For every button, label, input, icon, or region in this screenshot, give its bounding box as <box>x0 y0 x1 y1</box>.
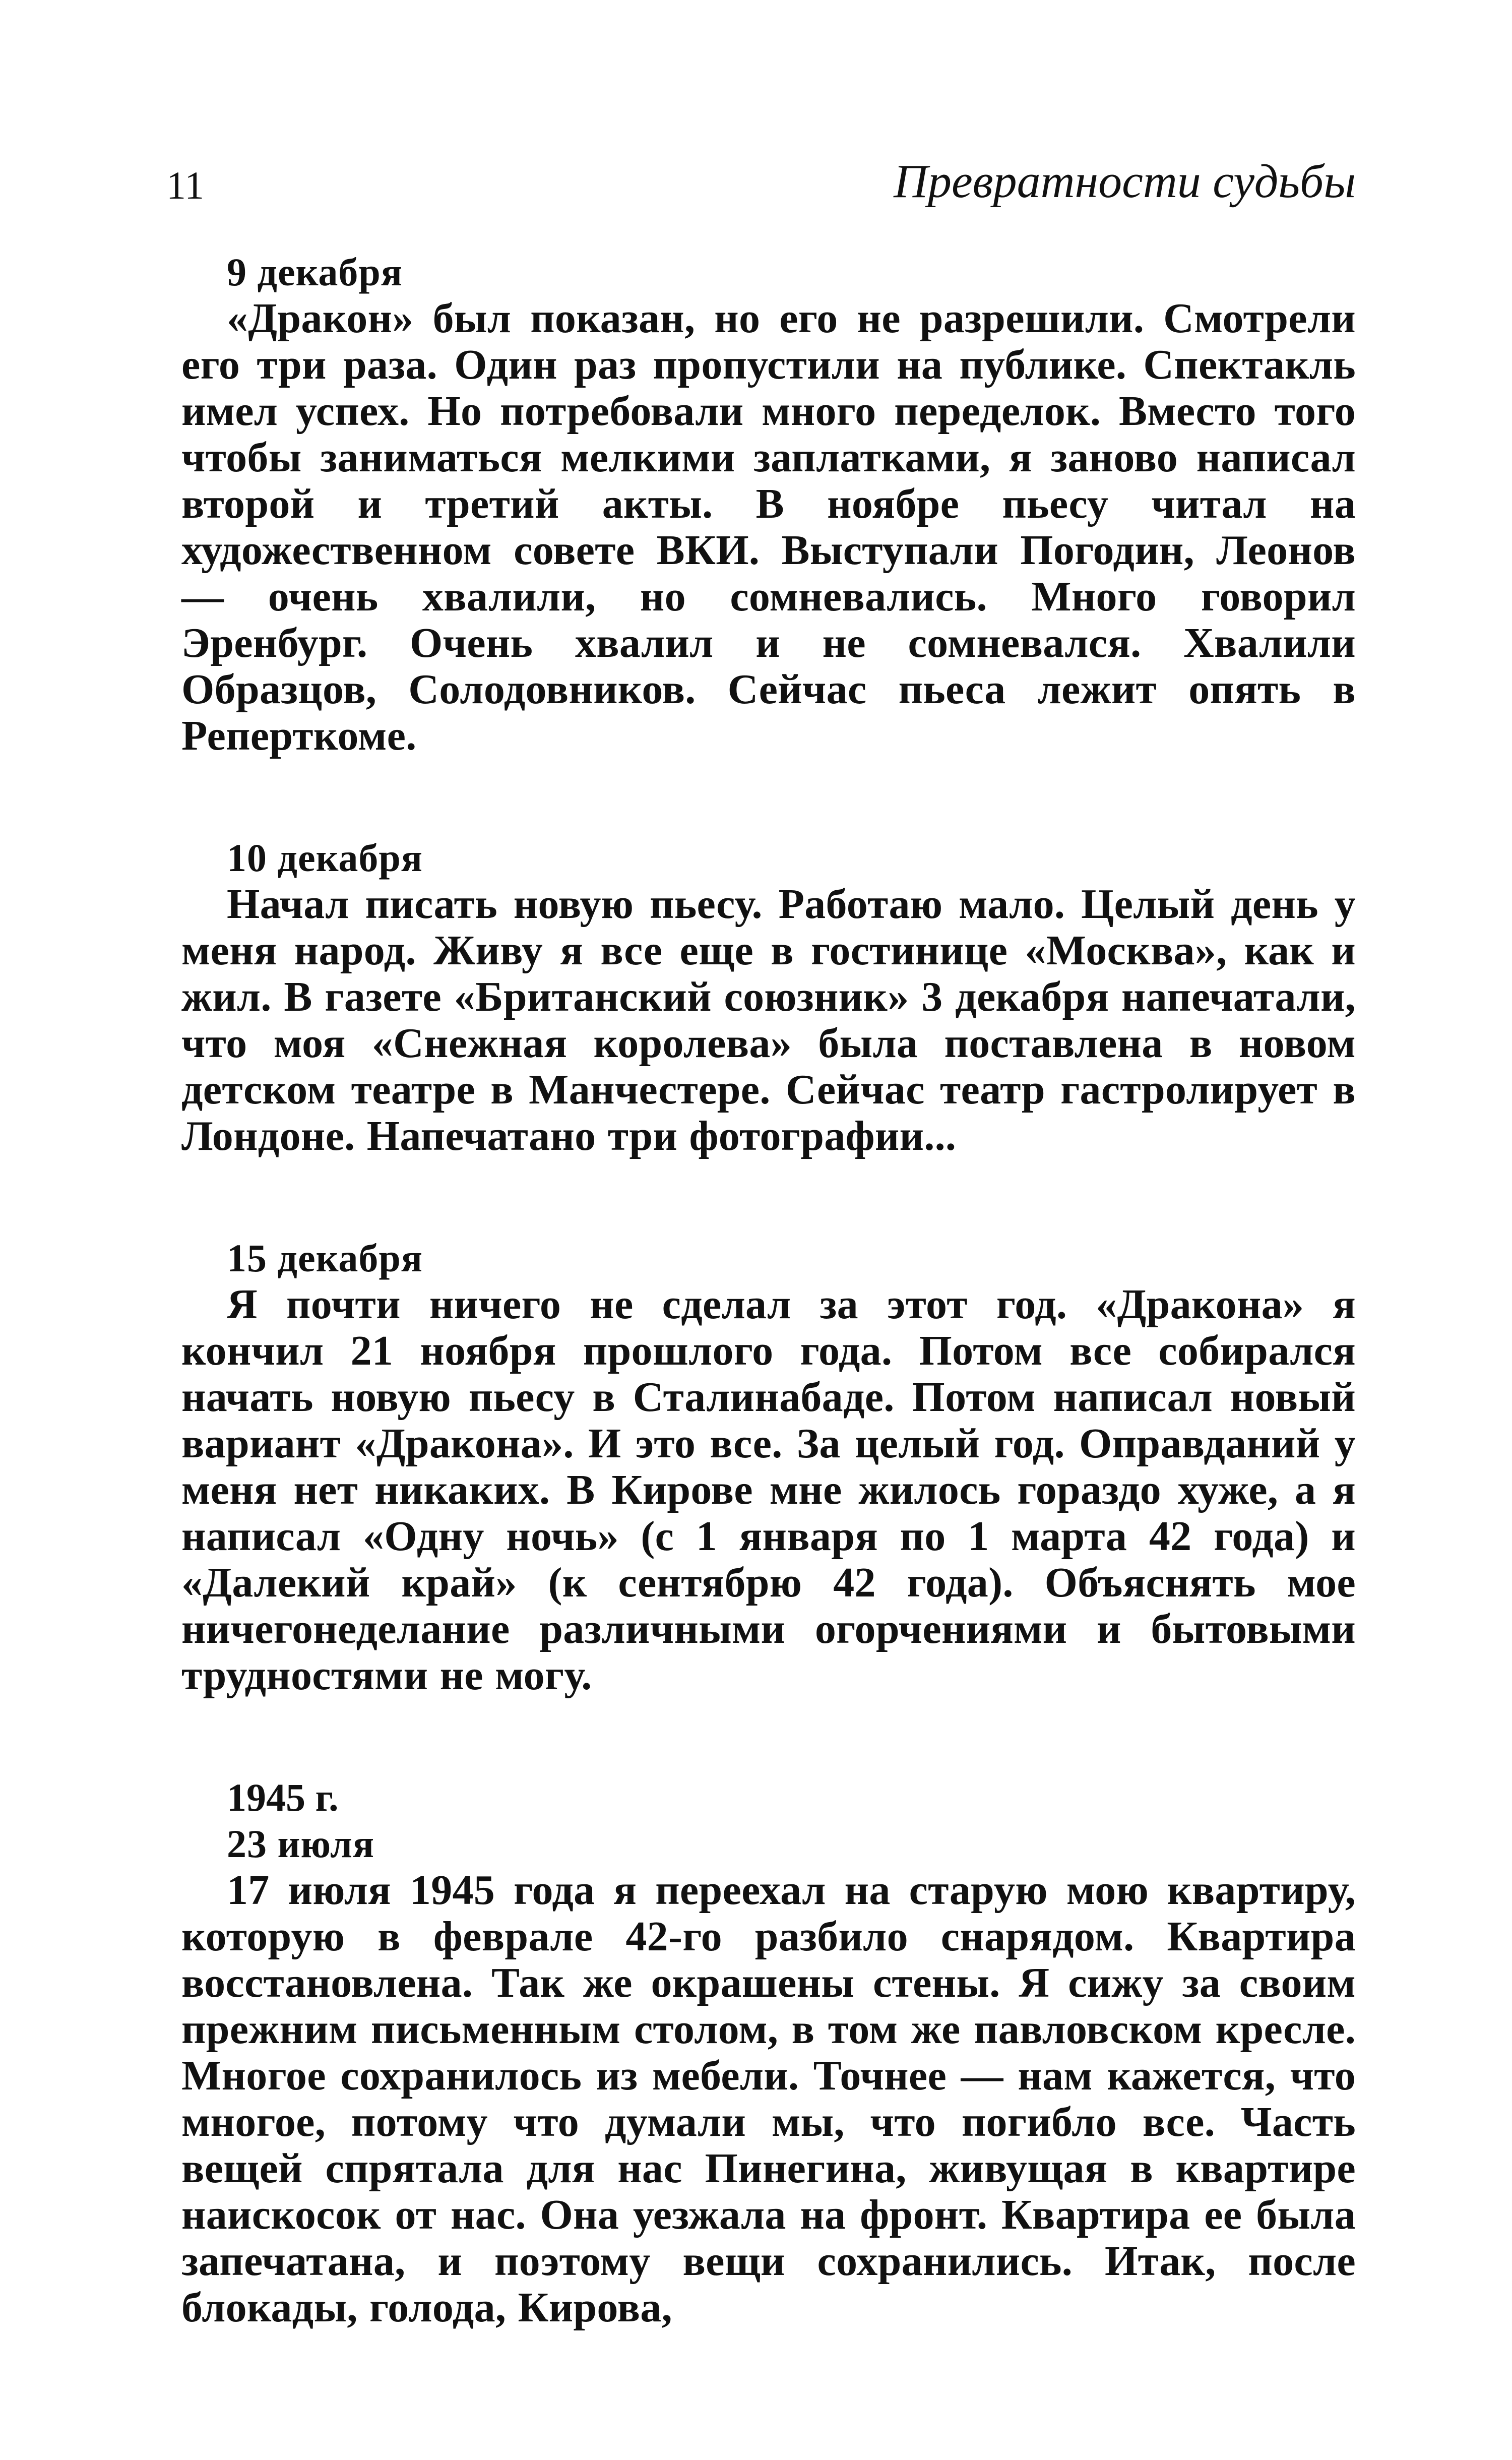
entry-date: 15 декабря <box>227 1236 423 1280</box>
diary-entry-1945 <box>181 1774 1356 2331</box>
entry-date: 10 декабря <box>227 836 423 880</box>
diary-text <box>181 249 1356 2331</box>
entry-text: Я почти ничего не сделал за этот год. «Дракона» я кончил 21 ноября прошлого года. Потом все собирался начать новую пьесу в Сталинабаде. Потом написал новый вариант «Дракона». И это все. За целый год. Оправданий у меня нет никаких. В Кирове мне жилось гораздо хуже, а я написал «Одну ночь» (с 1 января по 1 марта 42 года) и «Далекий край» (к сентябрю 42 года). Объяснять мое ничегонеделание различными огорчениями и бытовыми трудностями не могу. <box>181 1281 1356 1699</box>
diary-entry <box>181 249 1356 759</box>
diary-entry <box>181 835 1356 1159</box>
entry-date: 23 июля <box>227 1822 375 1866</box>
entry-text: Начал писать новую пьесу. Работаю мало. Целый день у меня народ. Живу я все еще в гостинице «Москва», как и жил. В газете «Британский союзник» 3 декабря напечатали, что моя «Снежная королева» была поставлена в новом детском театре в Манчестере. Сейчас театр гастролирует в Лондоне. Напечатано три фотографии... <box>181 881 1356 1159</box>
page-number: 11 <box>166 163 205 207</box>
page-header <box>166 151 1356 212</box>
running-title: Превратности судьбы <box>894 155 1356 208</box>
diary-entry <box>181 1235 1356 1699</box>
entry-text: 17 июля 1945 года я переехал на старую мою квартиру, которую в феврале 42-го разбило снарядом. Квартира восстановлена. Так же окрашены стены. Я сижу за своим прежним письменным столом, в том же павловском кресле. Многое сохранилось из мебели. Точнее — нам кажется, что многое, потому что думали мы, что погибло все. Часть вещей спрятала для нас Пинегина, живущая в квартире наискосок от нас. Она уезжала на фронт. Квартира ее была запечатана, и поэтому вещи сохранились. Итак, после блокады, голода, Кирова, <box>181 1867 1356 2331</box>
entry-date: 9 декабря <box>227 250 403 294</box>
entry-text: «Дракон» был показан, но его не разрешили. Смотрели его три раза. Один раз пропустили на публике. Спектакль имел успех. Но потребовали много переделок. Вместо того чтобы заниматься мелкими заплатками, я заново написал второй и третий акты. В ноябре пьесу читал на художественном совете ВКИ. Выступали Погодин, Леонов — очень хвалили, но сомневались. Много говорил Эренбург. Очень хвалил и не сомневался. Хвалили Образцов, Солодовников. Сейчас пьеса лежит опять в Реперткоме. <box>181 295 1356 759</box>
year-heading: 1945 г. <box>227 1775 339 1819</box>
